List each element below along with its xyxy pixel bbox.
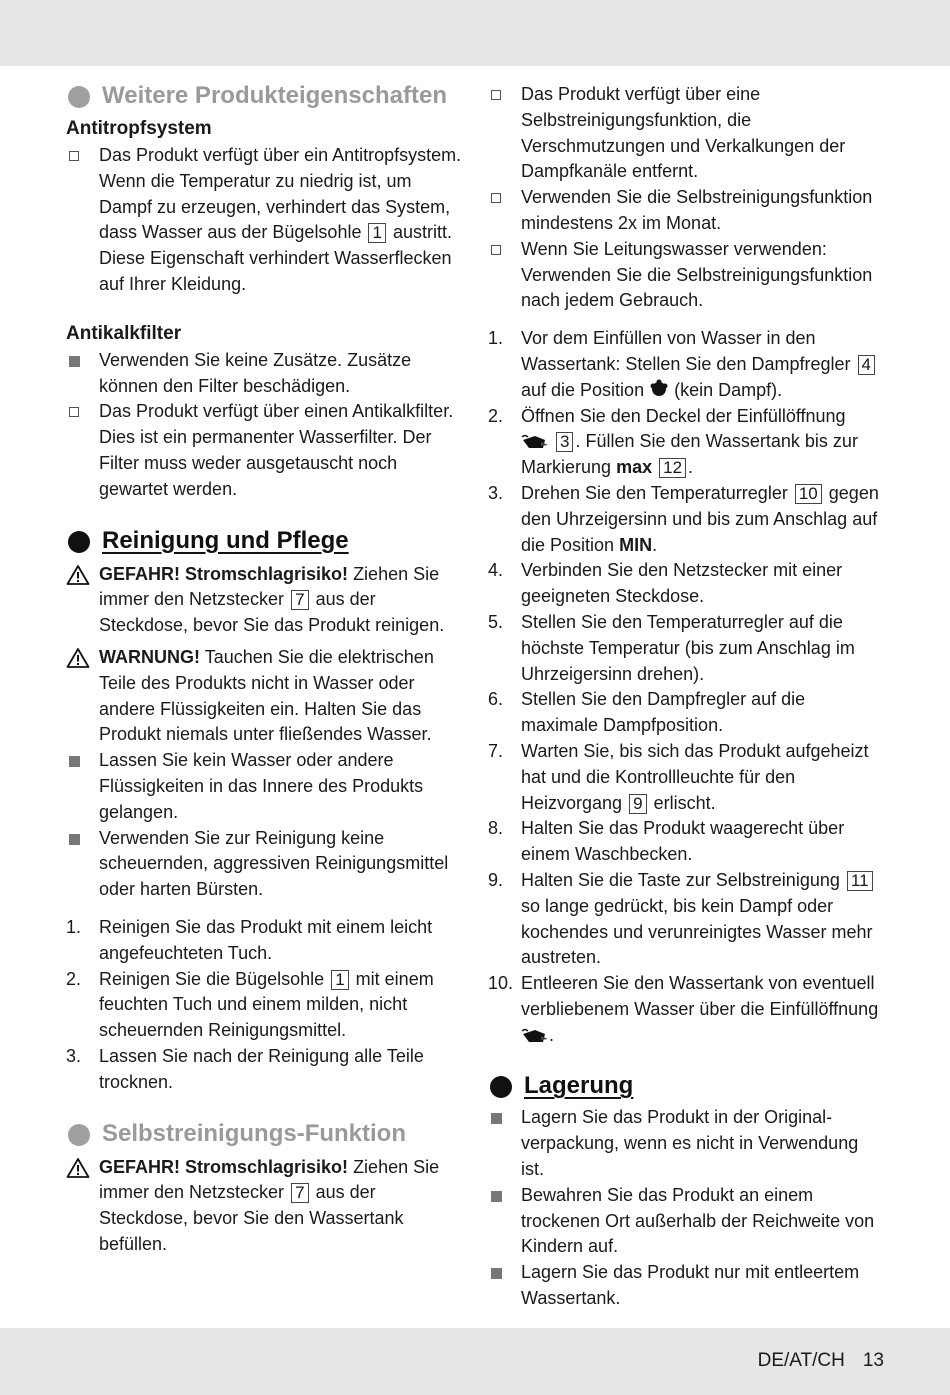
- list-item: Das Produkt verfügt über einen Antikalkfilter. Dies ist ein permanenter Wasserfilter. Der Filter muss weder ausgetauscht noch gewartet werden.: [66, 399, 462, 502]
- numbered-step: 6. Stellen Sie den Dampfregler auf die maximale Dampfposition.: [488, 689, 806, 736]
- part-reference: 4: [858, 355, 875, 375]
- open-square-bullet-icon: [488, 185, 521, 237]
- part-reference: 1: [331, 970, 348, 990]
- part-reference: 12: [659, 458, 686, 478]
- warning-triangle-icon: [66, 647, 90, 669]
- list-item: Lassen Sie kein Wasser oder andere Flüssigkeiten in das Innere des Produkts gelangen.: [66, 748, 462, 825]
- numbered-step: 1. Vor dem Einfüllen von Wasser in den Wassertank: Stellen Sie den Dampfregler 4 auf die Position (kein Dampf).: [488, 326, 884, 403]
- page-number: 13: [862, 1350, 884, 1371]
- numbered-step: 2. Reinigen Sie die Bügelsohle 1 mit einem feuchten Tuch und einem milden, nicht scheuernden Reinigungsmittel.: [66, 968, 434, 1041]
- danger-notice: GEFAHR! Stromschlagrisiko! Ziehen Sie immer den Netzstecker 7 aus der Steckdose, bevor Sie den Wassertank befüllen.: [66, 1155, 462, 1258]
- no-steam-icon: [649, 379, 669, 399]
- section-heading-reinigung: Reinigung und Pflege: [66, 525, 462, 556]
- list-item: Das Produkt verfügt über ein Antitropfsystem. Wenn die Temperatur zu niedrig ist, um Dampf zu erzeugen, verhindert das System, dass Wasser aus der Bügelsohle 1 austritt. Diese Eigenschaft verhindert Wasserflecken auf Ihrer Kleidung.: [66, 143, 462, 298]
- section-heading-lagerung: Lagerung: [488, 1070, 884, 1101]
- open-square-bullet-icon: [488, 82, 521, 185]
- section-heading-produkteigenschaften: Weitere Produkteigenschaften: [66, 80, 462, 111]
- fill-opening-icon: [521, 432, 549, 450]
- subheading-antikalkfilter: Antikalkfilter: [66, 322, 182, 344]
- part-reference: 3: [556, 432, 573, 452]
- header-band: [0, 0, 950, 66]
- left-column: [66, 80, 462, 1258]
- warning-triangle-icon: [66, 1157, 90, 1179]
- list-item: Lagern Sie das Produkt nur mit entleertem Wassertank.: [488, 1260, 884, 1312]
- filled-square-bullet-icon: [488, 1183, 521, 1260]
- numbered-step: 2. Öffnen Sie den Deckel der Einfüllöffnung 3 . Füllen Sie den Wassertank bis zur Markierung max 12 .: [488, 405, 858, 478]
- list-item: Bewahren Sie das Produkt an einem trockenen Ort außerhalb der Reichweite von Kindern auf.: [488, 1183, 884, 1260]
- filled-square-bullet-icon: [66, 748, 99, 825]
- section-heading-selbstreinigung: Selbstreinigungs-Funktion: [66, 1118, 462, 1149]
- numbered-step: 3. Lassen Sie nach der Reinigung alle Teile trocknen.: [66, 1045, 424, 1092]
- part-reference: 9: [629, 794, 646, 814]
- warning-triangle-icon: [66, 564, 90, 586]
- numbered-step: 4. Verbinden Sie den Netzstecker mit einer geeigneten Steckdose.: [488, 560, 843, 607]
- list-item: Verwenden Sie die Selbstreinigungsfunktion mindestens 2x im Monat.: [488, 185, 884, 237]
- filled-square-bullet-icon: [488, 1260, 521, 1312]
- list-item: Verwenden Sie keine Zusätze. Zusätze können den Filter beschädigen.: [66, 348, 462, 400]
- part-reference: 10: [795, 484, 822, 504]
- list-item: Wenn Sie Leitungswasser verwenden: Verwenden Sie die Selbstreinigungsfunktion nach jedem Gebrauch.: [488, 237, 884, 314]
- part-reference: 7: [291, 1183, 308, 1203]
- warning-notice: WARNUNG! Tauchen Sie die elektrischen Teile des Produkts nicht in Wasser oder andere Flüssigkeiten ein. Halten Sie das Produkt niemals unter fließendes Wasser.: [66, 645, 462, 748]
- filled-square-bullet-icon: [66, 826, 99, 903]
- list-item: Das Produkt verfügt über eine Selbstreinigungsfunktion, die Verschmutzungen und Verkalkungen der Dampfkanäle entfernt.: [488, 82, 884, 185]
- page-footer: [758, 1350, 884, 1372]
- bullet-dot-icon: [68, 531, 90, 553]
- open-square-bullet-icon: [66, 143, 99, 298]
- danger-notice: GEFAHR! Stromschlagrisiko! Ziehen Sie immer den Netzstecker 7 aus der Steckdose, bevor Sie das Produkt reinigen.: [66, 562, 462, 639]
- numbered-step: 10. Entleeren Sie den Wassertank von eventuell verbliebenem Wasser über die Einfüllöffnung .: [488, 973, 879, 1045]
- part-reference: 1: [368, 223, 385, 243]
- bullet-dot-icon: [490, 1076, 512, 1098]
- open-square-bullet-icon: [488, 237, 521, 314]
- list-item: Lagern Sie das Produkt in der Original-verpackung, wenn es nicht in Verwendung ist.: [488, 1105, 884, 1182]
- numbered-step: 3. Drehen Sie den Temperaturregler 10 gegen den Uhrzeigersinn und bis zum Anschlag auf die Position MIN.: [488, 482, 879, 555]
- numbered-step: 7. Warten Sie, bis sich das Produkt aufgeheizt hat und die Kontrollleuchte für den Heizvorgang 9 erlischt.: [488, 740, 869, 813]
- numbered-step: 9. Halten Sie die Taste zur Selbstreinigung 11 so lange gedrückt, bis kein Dampf oder kochendes und verunreinigtes Wasser mehr austreten.: [488, 869, 873, 968]
- list-item: Verwenden Sie zur Reinigung keine scheuernden, aggressiven Reinigungsmittel oder harten Bürsten.: [66, 826, 462, 903]
- part-reference: 11: [847, 871, 873, 891]
- fill-opening-icon: [521, 1026, 549, 1044]
- footer-region: DE/AT/CH: [757, 1350, 845, 1371]
- numbered-step: 1. Reinigen Sie das Produkt mit einem leicht angefeuchteten Tuch.: [66, 916, 433, 963]
- right-column: [488, 82, 884, 1312]
- numbered-step: 5. Stellen Sie den Temperaturregler auf die höchste Temperatur (bis zum Anschlag im Uhrzeigersinn drehen).: [488, 611, 855, 684]
- filled-square-bullet-icon: [488, 1105, 521, 1182]
- numbered-step: 8. Halten Sie das Produkt waagerecht über einem Waschbecken.: [488, 818, 845, 865]
- part-reference: 7: [291, 590, 308, 610]
- open-square-bullet-icon: [66, 399, 99, 502]
- filled-square-bullet-icon: [66, 348, 99, 400]
- subheading-antitropfsystem: Antitropfsystem: [66, 118, 212, 139]
- bullet-dot-icon: [68, 1124, 90, 1146]
- bullet-dot-icon: [68, 86, 90, 108]
